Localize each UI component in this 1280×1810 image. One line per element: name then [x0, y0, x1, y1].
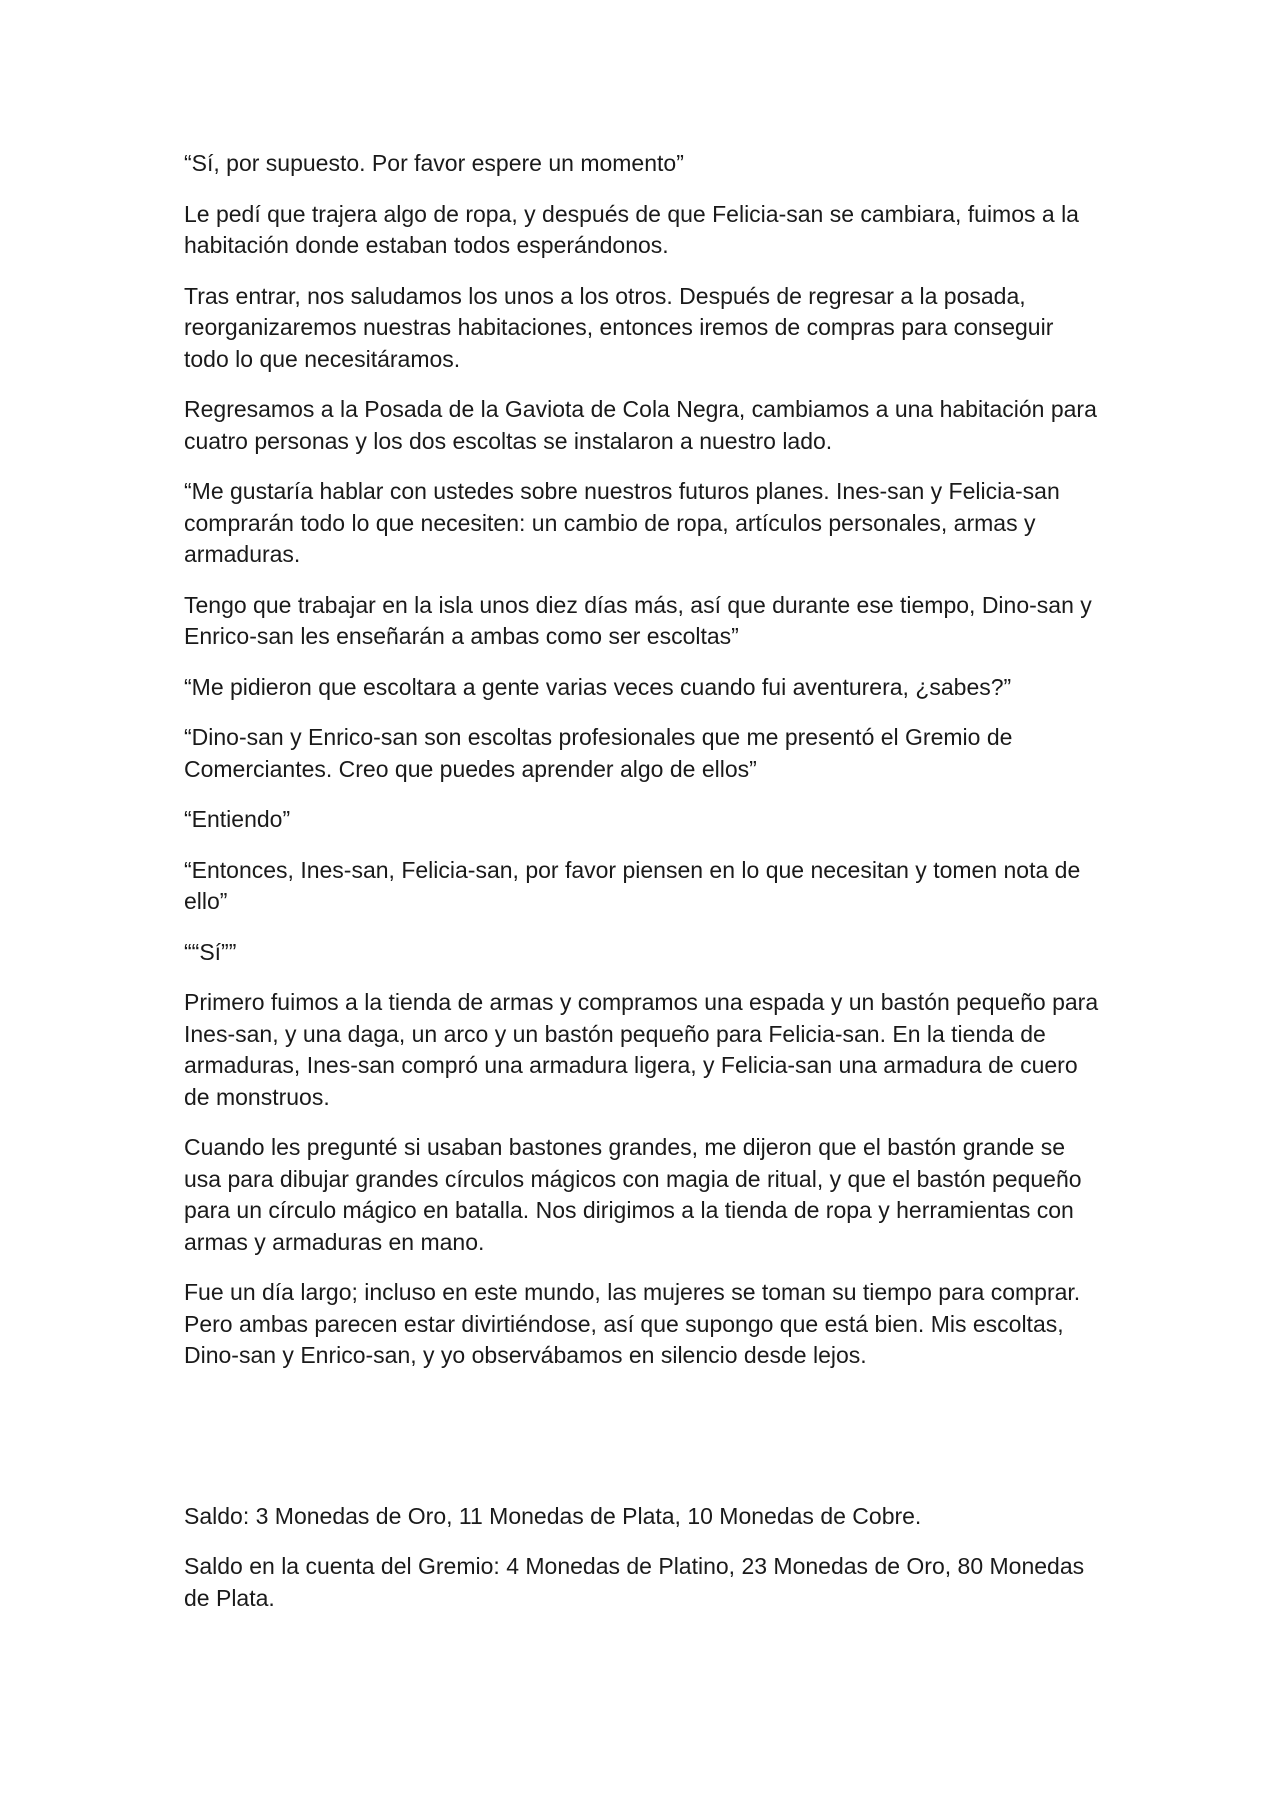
guild-balance: Saldo en la cuenta del Gremio: 4 Monedas de Platino, 23 Monedas de Oro, 80 Monedas de Plata. [184, 1553, 1085, 1611]
wallet-balance: Saldo: 3 Monedas de Oro, 11 Monedas de Plata, 10 Monedas de Cobre. [184, 1502, 922, 1529]
paragraph: “Me gustaría hablar con ustedes sobre nuestros futuros planes. Ines-san y Felicia-san comprarán todo lo que necesiten: un cambio de ropa, artículos personales, armas y armaduras. [184, 478, 1060, 567]
paragraph: Regresamos a la Posada de la Gaviota de Cola Negra, cambiamos a una habitación para cuatro personas y los dos escoltas se instalaron a nuestro lado. [184, 396, 1097, 454]
paragraph: “Dino-san y Enrico-san son escoltas profesionales que me presentó el Gremio de Comerciantes. Creo que puedes aprender algo de ellos” [184, 724, 1013, 782]
paragraph: “Entonces, Ines-san, Felicia-san, por favor piensen en lo que necesitan y tomen nota de ello” [184, 856, 1081, 914]
paragraph: “Entiendo” [184, 806, 291, 832]
paragraph: Le pedí que trajera algo de ropa, y después de que Felicia-san se cambiara, fuimos a la habitación donde estaban todos esperándonos. [184, 200, 1079, 258]
paragraph: Primero fuimos a la tienda de armas y compramos una espada y un bastón pequeño para Ines-san, y una daga, un arco y un bastón pequeño para Felicia-san. En la tienda de armaduras, Ines-san compró una armadura ligera, y Felicia-san una armadura de cuero de monstruos. [184, 989, 1099, 1110]
paragraph: “Sí, por supuesto. Por favor espere un momento” [184, 150, 684, 176]
document-body [184, 148, 1104, 1633]
paragraph: Tengo que trabajar en la isla unos diez días más, así que durante ese tiempo, Dino-san y Enrico-san les enseñarán a ambas como ser escoltas” [184, 591, 1092, 649]
section-gap [184, 1391, 1104, 1501]
paragraph: Fue un día largo; incluso en este mundo, las mujeres se toman su tiempo para comprar. Pero ambas parecen estar divirtiéndose, así que supongo que está bien. Mis escoltas, Dino-san y Enrico-san, y yo observábamos en silencio desde lejos. [184, 1279, 1081, 1368]
paragraph: Tras entrar, nos saludamos los unos a los otros. Después de regresar a la posada, reorganizaremos nuestras habitaciones, entonces iremos de compras para conseguir todo lo que necesitáramos. [184, 282, 1054, 372]
paragraph: Cuando les pregunté si usaban bastones grandes, me dijeron que el bastón grande se usa para dibujar grandes círculos mágicos con magia de ritual, y que el bastón pequeño para un círculo mágico en batalla. Nos dirigimos a la tienda de ropa y herramientas con armas y armaduras en mano. [184, 1134, 1082, 1255]
paragraph: ““Sí”” [184, 938, 237, 965]
paragraph: “Me pidieron que escoltara a gente varias veces cuando fui aventurera, ¿sabes?” [184, 673, 1012, 700]
